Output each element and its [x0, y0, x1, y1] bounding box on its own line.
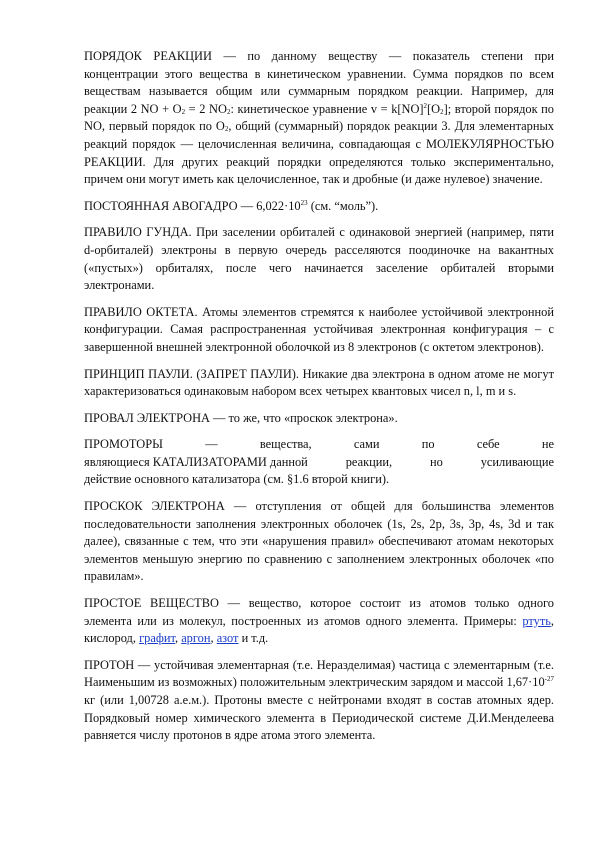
- paragraph-simple-substance: [84, 595, 554, 648]
- link-nitrogen[interactable]: азот: [216, 631, 239, 646]
- paragraph-promoters: [84, 436, 554, 489]
- link-mercury[interactable]: ртуть: [522, 613, 551, 628]
- paragraph-electron-dip: ПРОВАЛ ЭЛЕКТРОНА — то же, что «проскок электрона».: [84, 410, 398, 425]
- word: по: [421, 437, 435, 452]
- text-span: и т.д.: [238, 631, 269, 646]
- promoters-line-2: [84, 454, 554, 472]
- text-span: ПОРЯДОК РЕАКЦИИ — по данному веществу — показатель степени при концентрации этого вещества в кинетическом уравнении. Сумма порядков по всем веществам называется общим или суммарным порядком реакции. Например, для реакции 2 NO + O: [84, 49, 554, 116]
- text-span: ПОСТОЯННАЯ АВОГАДРО — 6,022·10: [84, 198, 301, 213]
- paragraph-hund-rule: ПРАВИЛО ГУНДА. При заселении орбиталей с одинаковой энергией (например, пяти d-орбиталей) электроны в первую очередь расселяются поодиночке на вакантных («пустых») орбиталях, после чего начинается заселение орбиталей вторыми электронами.: [84, 225, 554, 293]
- word: —: [205, 437, 218, 452]
- word: не: [541, 437, 554, 452]
- text-span: кг (или 1,00728 а.е.м.). Протоны вместе с нейтронами входят в состав атомных ядер. Порядковый номер химического элемента в Периодической системе Д.И.Менделеева равняется числу протонов в ядре атома этого элемента.: [84, 693, 554, 743]
- promoters-line-3: действие основного катализатора (см. §1.6 второй книги).: [84, 472, 390, 487]
- text-span: ПРОТОН — устойчивая элементарная (т.е. Неразделимая) частица с элементарным (т.е. Наименьшим из возможных) положительным электрическим зарядом и массой 1,67·10: [84, 657, 554, 690]
- text-span: , кислород,: [84, 613, 554, 646]
- paragraph-octet-rule: ПРАВИЛО ОКТЕТА. Атомы элементов стремятся к наиболее устойчивой электронной конфигурации. Самая распространенная устойчивая электронная конфигурация – с завершенной внешней электронной оболочкой из 8 электронов (с октетом электронов).: [84, 304, 554, 354]
- paragraph-proton: [84, 657, 554, 745]
- word: себе: [476, 437, 500, 452]
- paragraph-pauli-principle: ПРИНЦИП ПАУЛИ. (ЗАПРЕТ ПАУЛИ). Никакие два электрона в одном атоме не могут характеризоваться одинаковым набором всех четырех квантовых чисел n, l, m и s.: [84, 366, 554, 399]
- superscript: -27: [544, 675, 554, 684]
- promoters-line-1: [84, 436, 554, 454]
- text-span: ,: [174, 631, 182, 646]
- superscript: 2: [423, 101, 428, 110]
- paragraph-electron-skip: ПРОСКОК ЭЛЕКТРОНА — отступления от общей для большинства элементов последовательности заполнения электронных оболочек (1s, 2s, 2p, 3s, 3p, 4s, 3d и так далее), связанные с тем, что эти «нарушения правил» обеспечивают атомам некоторых элементов меньшую энергию по сравнению с заполнением электронных оболочек «по правилам».: [84, 499, 554, 584]
- word: реакции,: [345, 454, 393, 469]
- word: но: [429, 454, 443, 469]
- text-span: = 2 NO: [185, 101, 227, 116]
- subscript: 2: [224, 125, 229, 134]
- word: сами: [353, 437, 380, 452]
- subscript: 2: [440, 107, 444, 116]
- paragraph-avogadro-constant: [84, 198, 554, 216]
- text-span: ]; второй порядок по NO, первый порядок по O: [84, 101, 555, 134]
- text-span: (см. “моль”).: [307, 198, 379, 213]
- subscript: 2: [226, 107, 231, 116]
- link-argon[interactable]: аргон: [181, 631, 211, 646]
- text-span: : кинетическое уравнение v = k[NO]: [230, 101, 424, 116]
- word: вещества,: [259, 437, 312, 452]
- paragraph-reaction-order: [84, 48, 554, 189]
- word: являющиеся КАТАЛИЗАТОРАМИ данной: [84, 454, 308, 469]
- subscript: 2: [181, 107, 186, 116]
- link-graphite[interactable]: графит: [139, 631, 175, 646]
- superscript: 23: [300, 198, 308, 207]
- word: усиливающие: [480, 454, 554, 469]
- text-span: [O: [427, 101, 441, 116]
- text-span: ПРОСТОЕ ВЕЩЕСТВО — вещество, которое состоит из атомов только одного элемента или из молекул, построенных из атомов одного элемента. Примеры:: [84, 596, 554, 628]
- text-span: ,: [210, 631, 217, 646]
- word: ПРОМОТОРЫ: [84, 437, 163, 452]
- document-page: [84, 48, 554, 754]
- text-span: , общий (суммарный) порядок реакции 3. Для элементарных реакций порядок — целочисленная величина, совпадающая с МОЛЕКУЛЯРНОСТЬЮ РЕАКЦИИ. Для других реакций порядки определяются только экспериментально, причем они могут иметь как целочисленное, так и дробные (и даже нулевое) значение.: [84, 119, 554, 187]
